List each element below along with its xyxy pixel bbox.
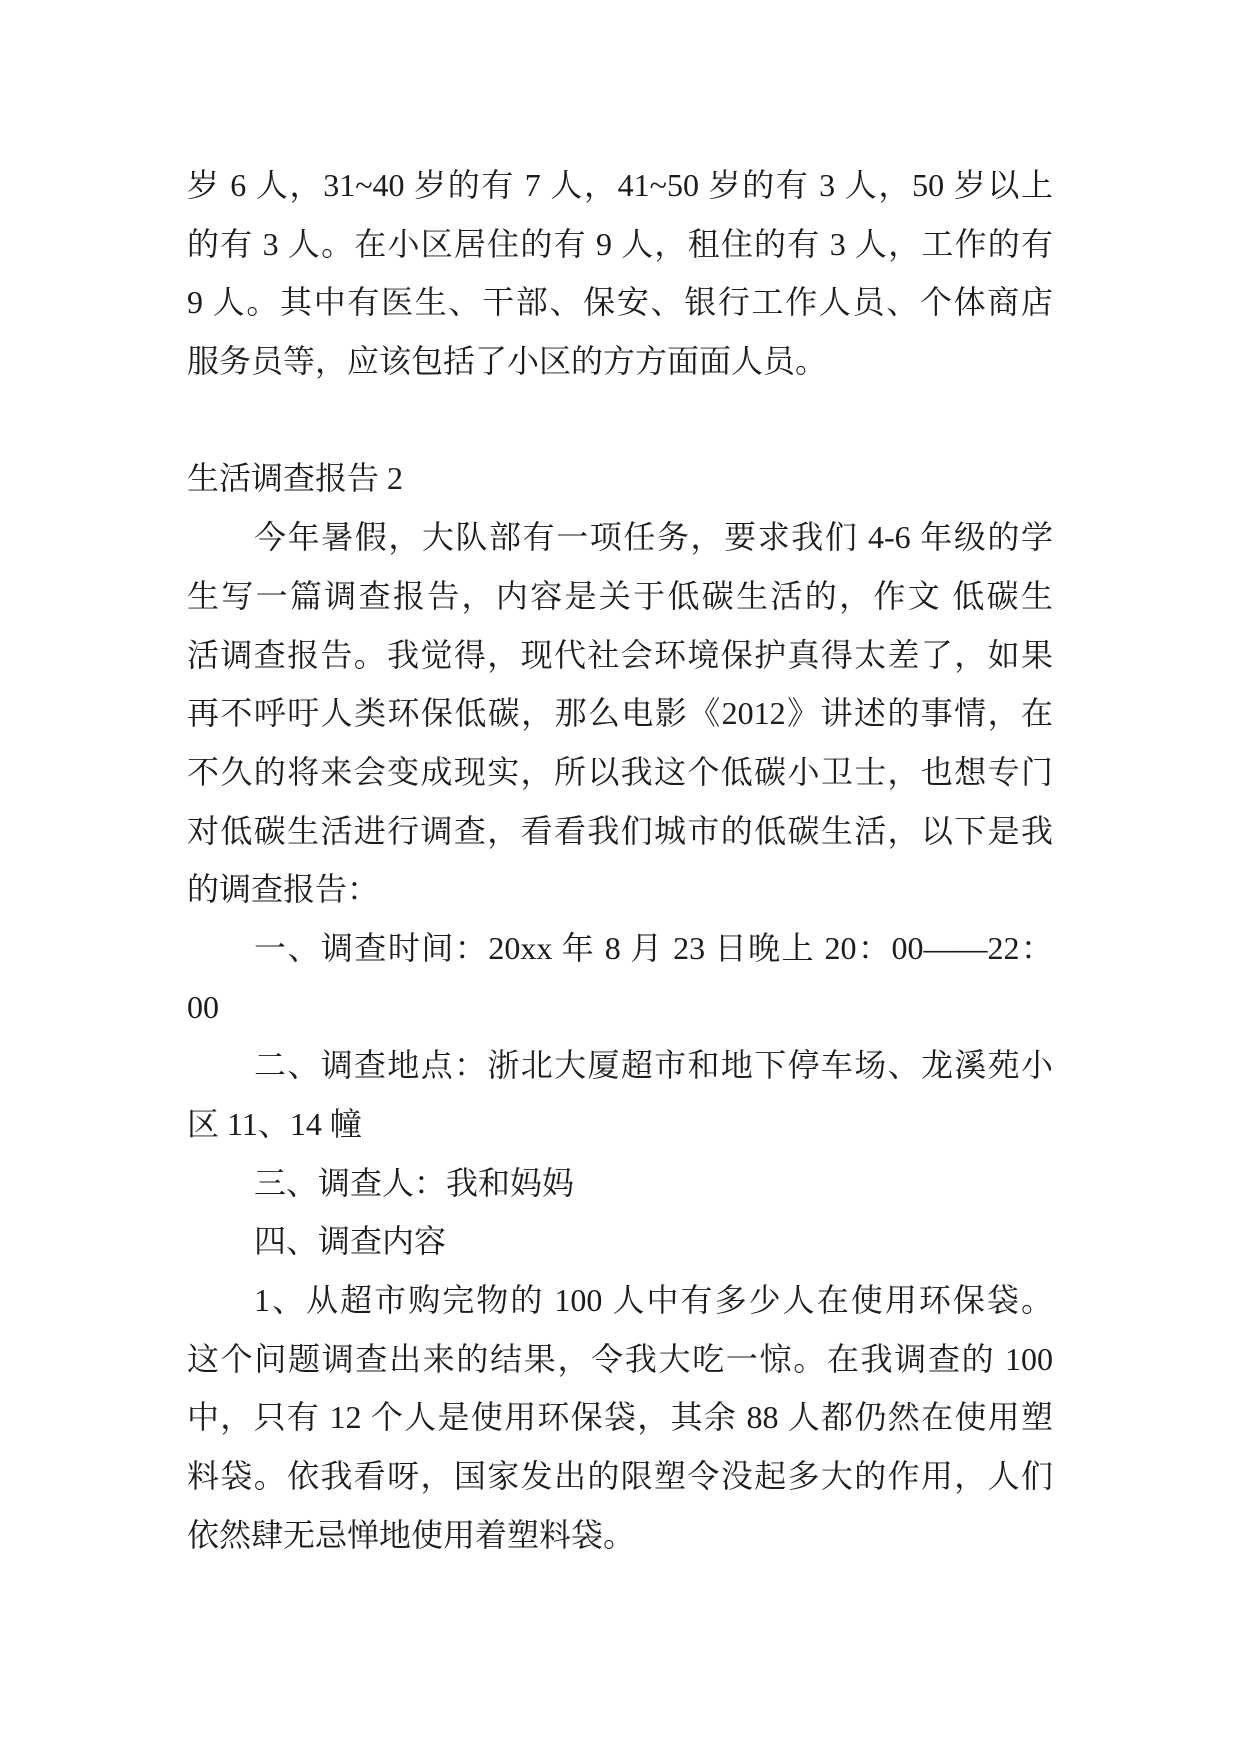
blank-line [187, 391, 1053, 450]
paragraph-line: 依然肆无忌惮地使用着塑料袋。 [187, 1516, 636, 1553]
section-investigators [187, 1154, 1053, 1213]
paragraph-intro [187, 508, 1053, 919]
section-survey-content [187, 1212, 1053, 1271]
finding-1 [187, 1271, 1053, 1564]
paragraph-line: 1、从超市购完物的 100 人中有多少人在使用环保袋。 [254, 1282, 1053, 1319]
paragraph-line: 岁 6 人，31~40 岁的有 7 人，41~50 岁的有 3 人，50 岁以上 [187, 167, 1053, 203]
report-title: 生活调查报告 2 [187, 460, 404, 497]
paragraph-line: 今年暑假，大队部有一项任务，要求我们 4-6 年级的学 [254, 519, 1053, 556]
paragraph-line: 生写一篇调查报告，内容是关于低碳生活的，作文 低碳生 [187, 577, 1053, 614]
paragraph-line: 的有 3 人。在小区居住的有 9 人，租住的有 3 人，工作的有 [187, 225, 1053, 262]
paragraph-line: 不久的将来会变成现实，所以我这个低碳小卫士，也想专门 [187, 753, 1053, 790]
paragraph-line: 对低碳生活进行调查，看看我们城市的低碳生活，以下是我 [187, 812, 1053, 849]
document-body [187, 156, 1053, 1565]
paragraph-previous-report-ending [187, 156, 1053, 391]
paragraph-line: 活调查报告。我觉得，现代社会环境保护真得太差了，如果 [187, 636, 1053, 673]
paragraph-line: 三、调查人：我和妈妈 [254, 1164, 575, 1201]
paragraph-line: 区 11、14 幢 [187, 1106, 362, 1142]
paragraph-line: 料袋。依我看呀，国家发出的限塑令没起多大的作用，人们 [187, 1458, 1053, 1495]
paragraph-line: 再不呼吁人类环保低碳，那么电影《2012》讲述的事情，在 [187, 695, 1053, 732]
paragraph-line: 这个问题调查出来的结果，令我大吃一惊。在我调查的 100 [187, 1340, 1053, 1377]
paragraph-line: 服务员等，应该包括了小区的方方面面人员。 [187, 343, 828, 380]
paragraph-line: 二、调查地点：浙北大厦超市和地下停车场、龙溪苑小 [254, 1047, 1053, 1084]
paragraph-line: 四、调查内容 [254, 1223, 447, 1260]
paragraph-line: 一、调查时间：20xx 年 8 月 23 日晚上 20：00——22： [254, 929, 1053, 966]
paragraph-line: 的调查报告： [187, 871, 380, 908]
section-survey-time [187, 919, 1053, 1036]
section-survey-location [187, 1036, 1053, 1153]
paragraph-line: 9 人。其中有医生、干部、保安、银行工作人员、个体商店 [187, 284, 1053, 321]
paragraph-line: 中，只有 12 个人是使用环保袋，其余 88 人都仍然在使用塑 [187, 1399, 1053, 1436]
paragraph-line: 00 [187, 988, 219, 1025]
